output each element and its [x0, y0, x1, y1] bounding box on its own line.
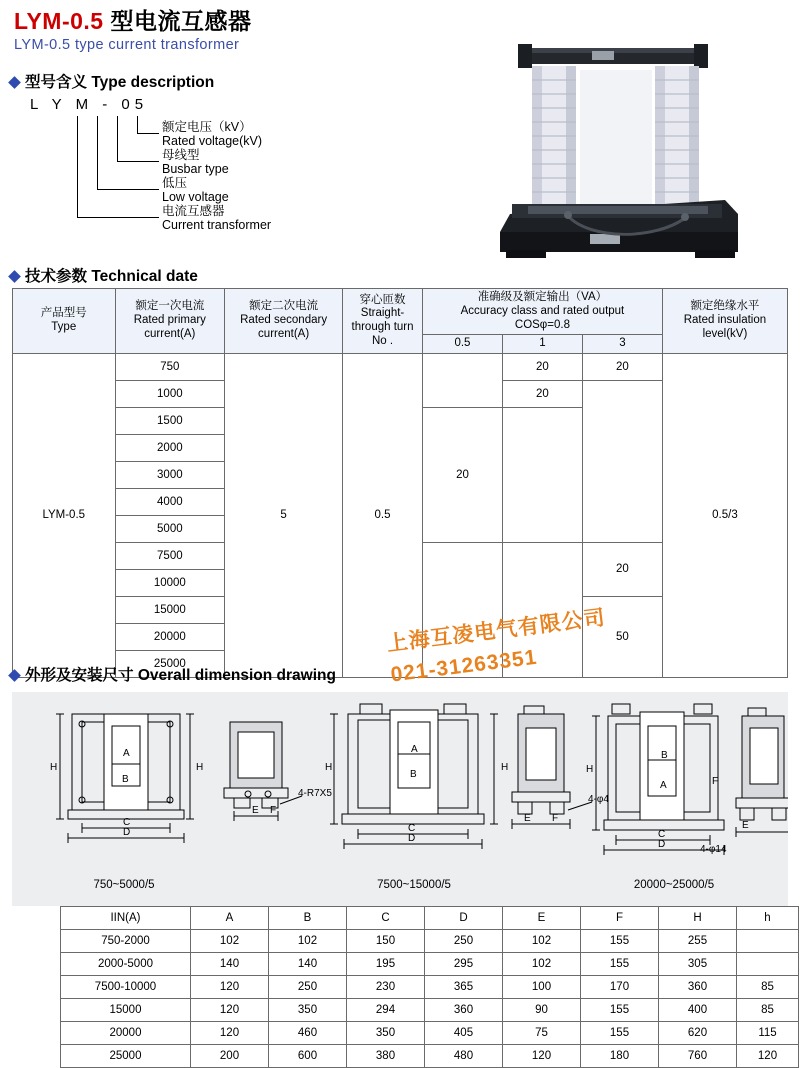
- type-label-1: [162, 120, 262, 149]
- annot-E2: E: [524, 813, 531, 824]
- dim-cell-iin: 2000-5000: [61, 953, 191, 976]
- product-photo: [470, 18, 790, 263]
- section-title-cn: 技术参数: [25, 268, 88, 285]
- cell-acc1-750: 20: [502, 354, 582, 381]
- dim-th-h-upper: H: [659, 907, 737, 930]
- th-turns-en: Straight-through turn No .: [351, 307, 414, 347]
- dim-table-row: [61, 1022, 799, 1045]
- leader-line-v2: [117, 116, 118, 161]
- dim-cell-d: 480: [425, 1045, 503, 1068]
- annot-H4: H: [501, 762, 509, 773]
- dim-th-b: B: [269, 907, 347, 930]
- dim-cell-b: 250: [269, 976, 347, 999]
- dim-table-header-row: [61, 907, 799, 930]
- watermark-company-name: 上海互凌电气有限公司: [385, 606, 607, 656]
- type-label-3-en: Low voltage: [162, 190, 229, 205]
- dim-cell-iin: 7500-10000: [61, 976, 191, 999]
- dim-cell-a: 120: [191, 1022, 269, 1045]
- th-secondary-cn: 额定二次电流: [249, 300, 319, 313]
- diamond-bullet-icon: [8, 669, 21, 682]
- type-label-2-en: Busbar type: [162, 162, 229, 177]
- cell-primary-5000: 5000: [115, 516, 225, 543]
- dim-table-row: [61, 999, 799, 1022]
- dim-cell-c: 195: [347, 953, 425, 976]
- cell-acc1-blank-bottom: [502, 543, 582, 678]
- title-model: LYM-0.5: [14, 8, 104, 34]
- dim-cell-iin: 25000: [61, 1045, 191, 1068]
- dim-cell-d: 360: [425, 999, 503, 1022]
- th-secondary-en: Rated secondary current(A): [240, 314, 328, 340]
- section-title-en: Type description: [91, 74, 215, 91]
- dim-cell-a: 140: [191, 953, 269, 976]
- leader-line-h4: [77, 217, 159, 218]
- cell-primary-15000: 15000: [115, 597, 225, 624]
- dim-cell-c: 294: [347, 999, 425, 1022]
- document-header: [14, 8, 484, 53]
- dim-cell-f: 170: [581, 976, 659, 999]
- th-accuracy-cn: 准确级及额定输出（VA）: [477, 291, 608, 303]
- leader-line-v4: [77, 116, 78, 217]
- th-primary-cn: 额定一次电流: [135, 300, 205, 313]
- cell-primary-2000: 2000: [115, 435, 225, 462]
- dim-cell-h-upper: 760: [659, 1045, 737, 1068]
- dim-caption-3: 20000~25000/5: [633, 879, 715, 891]
- dimension-table: [60, 906, 799, 1068]
- dim-cell-c: 150: [347, 930, 425, 953]
- dim-th-a: A: [191, 907, 269, 930]
- dim-cell-h-upper: 255: [659, 930, 737, 953]
- dim-cell-f: 155: [581, 999, 659, 1022]
- type-label-4-cn: 电流互感器: [162, 204, 225, 218]
- leader-line-v1: [137, 116, 138, 133]
- dim-cell-b: 460: [269, 1022, 347, 1045]
- th-type-cn: 产品型号: [40, 307, 87, 320]
- type-label-2: [162, 148, 229, 177]
- type-description-diagram: [22, 96, 322, 256]
- dim-table-row: [61, 953, 799, 976]
- dim-th-e: E: [503, 907, 581, 930]
- section-title-en: Technical date: [91, 268, 198, 285]
- cell-acc3-blank-mid: [582, 381, 662, 543]
- dim-cell-c: 230: [347, 976, 425, 999]
- dim-cell-h-lower: 120: [737, 1045, 799, 1068]
- dim-cell-f: 155: [581, 1022, 659, 1045]
- dim-caption-1: 750~5000/5: [93, 879, 155, 891]
- cell-primary-3000: 3000: [115, 462, 225, 489]
- dim-cell-e: 90: [503, 999, 581, 1022]
- type-label-2-cn: 母线型: [162, 148, 200, 162]
- dim-cell-h-upper: 620: [659, 1022, 737, 1045]
- type-label-3-cn: 低压: [162, 176, 188, 190]
- dim-table-row: [61, 976, 799, 999]
- annot-H5: H: [586, 764, 594, 775]
- dim-cell-e: 120: [503, 1045, 581, 1068]
- dim-cell-a: 102: [191, 930, 269, 953]
- th-acc-3: 3: [582, 335, 662, 354]
- page-title: [14, 8, 484, 34]
- dim-cell-e: 75: [503, 1022, 581, 1045]
- technical-parameters-table: [12, 288, 788, 678]
- cell-acc3-20000: 50: [582, 597, 662, 678]
- dim-th-h-lower: h: [737, 907, 799, 930]
- dim-cell-h-lower: 85: [737, 976, 799, 999]
- dim-cell-f: 155: [581, 930, 659, 953]
- th-acc-1: 1: [502, 335, 582, 354]
- cell-primary-4000: 4000: [115, 489, 225, 516]
- diamond-bullet-icon: [8, 270, 21, 283]
- dimension-drawing-area: [12, 692, 788, 906]
- section-heading-technical-data: [10, 264, 198, 286]
- cell-primary-25000: 25000: [115, 651, 225, 678]
- cell-primary-1000: 1000: [115, 381, 225, 408]
- type-label-4: [162, 204, 271, 233]
- cell-secondary-value: 5: [225, 354, 343, 678]
- dim-cell-a: 200: [191, 1045, 269, 1068]
- dim-cell-b: 102: [269, 930, 347, 953]
- type-label-1-cn: 额定电压（kV）: [162, 120, 252, 134]
- dim-th-c: C: [347, 907, 425, 930]
- title-cn-rest: 型电流互感器: [110, 8, 252, 34]
- table-row: [13, 354, 788, 381]
- dim-caption-2: 7500~15000/5: [377, 879, 451, 891]
- annot-F2: F: [552, 813, 559, 824]
- th-insulation-en: Rated insulation level(kV): [683, 314, 767, 340]
- dim-cell-c: 380: [347, 1045, 425, 1068]
- annot-4phi4: 4-φ4: [588, 794, 609, 805]
- dim-cell-b: 140: [269, 953, 347, 976]
- annot-A3: A: [660, 780, 667, 791]
- dim-cell-d: 405: [425, 1022, 503, 1045]
- type-label-1-en: Rated voltage(kV): [162, 134, 263, 149]
- leader-line-v3: [97, 116, 98, 189]
- dim-cell-f: 155: [581, 953, 659, 976]
- dim-cell-iin: 750-2000: [61, 930, 191, 953]
- dim-cell-iin: 15000: [61, 999, 191, 1022]
- dim-cell-h-upper: 360: [659, 976, 737, 999]
- annot-H3: H: [325, 762, 333, 773]
- annot-D2: D: [408, 833, 416, 844]
- annot-B2: B: [410, 769, 417, 780]
- dim-cell-d: 250: [425, 930, 503, 953]
- cell-acc05-blank-bottom: [423, 543, 503, 678]
- cell-type-value: LYM-0.5: [13, 354, 116, 678]
- dim-cell-f: 180: [581, 1045, 659, 1068]
- dim-cell-b: 600: [269, 1045, 347, 1068]
- cell-acc3-7500: 20: [582, 543, 662, 597]
- dim-cell-a: 120: [191, 976, 269, 999]
- section-title-en: Overall dimension drawing: [137, 667, 336, 684]
- annot-C: C: [123, 817, 131, 828]
- annot-F3: F: [712, 776, 719, 787]
- th-insulation-cn: 额定绝缘水平: [690, 300, 760, 313]
- dim-cell-h-upper: 400: [659, 999, 737, 1022]
- th-primary-en: Rated primary current(A): [133, 314, 206, 340]
- dim-cell-e: 102: [503, 953, 581, 976]
- dim-cell-d: 295: [425, 953, 503, 976]
- cell-acc05-blank-top: [423, 354, 503, 408]
- cell-turns-value: 0.5: [343, 354, 423, 678]
- annot-D: D: [123, 827, 131, 838]
- dim-cell-a: 120: [191, 999, 269, 1022]
- dim-table-row: [61, 1045, 799, 1068]
- type-label-4-en: Current transformer: [162, 218, 272, 233]
- section-title-cn: 型号含义: [25, 74, 88, 91]
- annot-E3: E: [742, 820, 749, 831]
- dim-cell-h-lower: [737, 953, 799, 976]
- cell-acc3-750: 20: [582, 354, 662, 381]
- dim-th-d: D: [425, 907, 503, 930]
- cell-insulation-value: 0.5/3: [662, 354, 787, 678]
- dim-cell-h-lower: 115: [737, 1022, 799, 1045]
- section-heading-dimension-drawing: [10, 663, 336, 685]
- annot-F: F: [270, 805, 277, 816]
- cell-primary-7500: 7500: [115, 543, 225, 570]
- dim-cell-h-upper: 305: [659, 953, 737, 976]
- dim-cell-b: 350: [269, 999, 347, 1022]
- type-code: L Y M - 05: [30, 96, 149, 113]
- annot-A2: A: [411, 744, 418, 755]
- annot-A: A: [123, 748, 130, 759]
- page-subtitle: LYM-0.5 type current transformer: [14, 37, 240, 54]
- cell-primary-10000: 10000: [115, 570, 225, 597]
- dim-cell-h-lower: [737, 930, 799, 953]
- leader-line-h2: [117, 161, 159, 162]
- th-turns-cn: 穿心匝数: [359, 293, 406, 306]
- type-label-3: [162, 176, 229, 205]
- th-primary: [115, 289, 225, 354]
- dim-th-f: F: [581, 907, 659, 930]
- dim-cell-e: 100: [503, 976, 581, 999]
- annot-H2: H: [196, 762, 204, 773]
- cell-acc1-blank-mid: [502, 408, 582, 543]
- th-accuracy-cos: COSφ=0.8: [514, 318, 570, 331]
- annot-H: H: [50, 762, 58, 773]
- annot-B3: B: [661, 750, 668, 761]
- cell-primary-750: 750: [115, 354, 225, 381]
- dim-cell-e: 102: [503, 930, 581, 953]
- annot-4phi14: 4-φ14: [700, 844, 727, 855]
- th-type-en: Type: [51, 321, 77, 334]
- dim-cell-iin: 20000: [61, 1022, 191, 1045]
- watermark-phone: 021-31263351: [389, 645, 539, 687]
- th-turns: [343, 289, 423, 354]
- th-acc-05: 0.5: [423, 335, 503, 354]
- th-insulation: [662, 289, 787, 354]
- dim-table-row: [61, 930, 799, 953]
- annot-D3: D: [658, 839, 666, 850]
- annot-C2: C: [408, 823, 416, 834]
- th-type: [13, 289, 116, 354]
- th-accuracy-en: Accuracy class and rated output: [460, 304, 625, 317]
- cell-primary-20000: 20000: [115, 624, 225, 651]
- annot-4r7x5: 4-R7X5: [298, 788, 332, 799]
- annot-B: B: [122, 774, 129, 785]
- annot-C3: C: [658, 829, 666, 840]
- th-secondary: [225, 289, 343, 354]
- section-title-cn: 外形及安装尺寸: [25, 667, 134, 684]
- leader-line-h3: [97, 189, 159, 190]
- diamond-bullet-icon: [8, 76, 21, 89]
- dim-cell-d: 365: [425, 976, 503, 999]
- section-heading-type-description: [10, 70, 214, 92]
- dim-th-iin: IIN(A): [61, 907, 191, 930]
- cell-acc05-group: 20: [423, 408, 503, 543]
- table-header-row: [13, 289, 788, 335]
- cell-primary-1500: 1500: [115, 408, 225, 435]
- annot-E: E: [252, 805, 259, 816]
- dim-cell-c: 350: [347, 1022, 425, 1045]
- dim-cell-h-lower: 85: [737, 999, 799, 1022]
- th-accuracy: [423, 289, 663, 335]
- leader-line-h1: [137, 133, 159, 134]
- cell-acc1-1000: 20: [502, 381, 582, 408]
